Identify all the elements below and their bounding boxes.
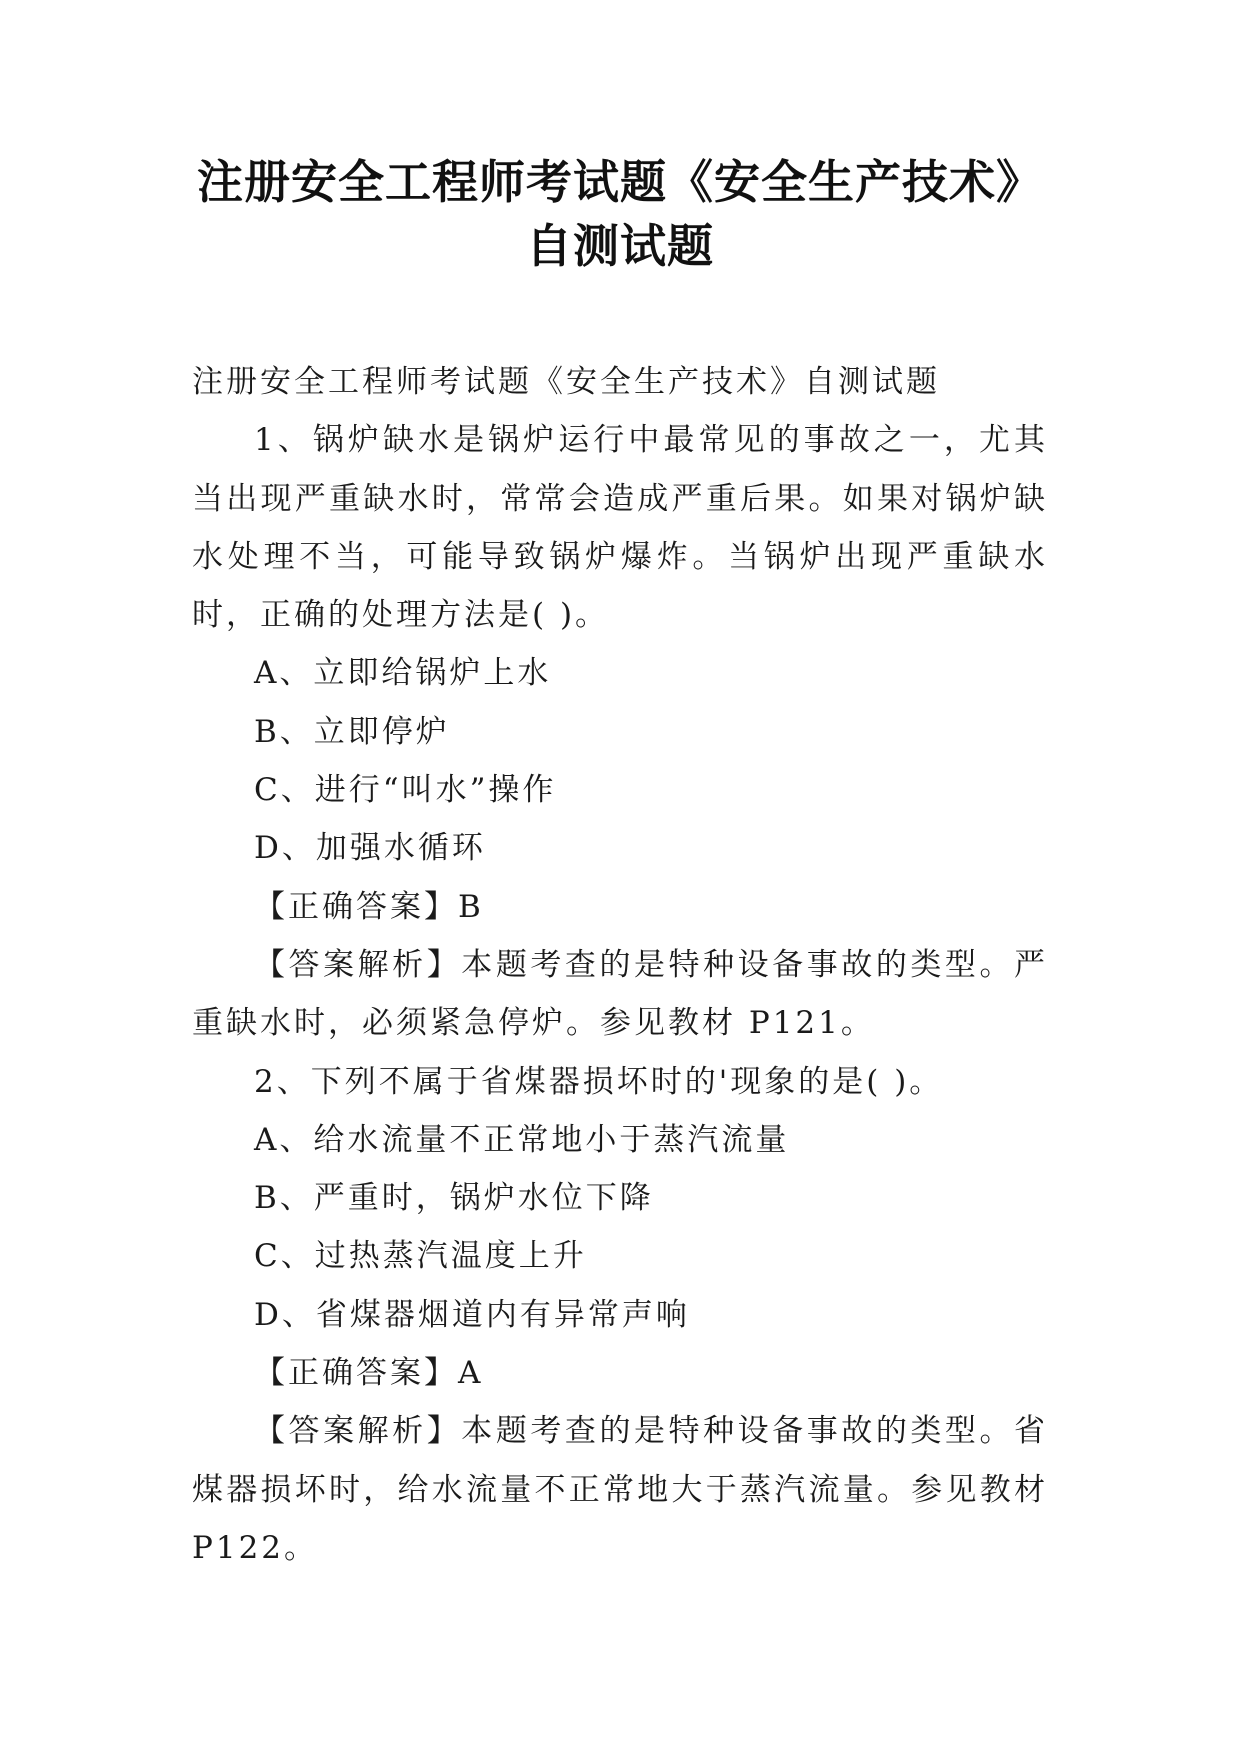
question-1-option-d: D、加强水循环 <box>254 830 486 867</box>
question-2-option-b: B、严重时，锅炉水位下降 <box>254 1180 654 1217</box>
question-2-answer: 【正确答案】A <box>254 1355 484 1392</box>
document-body <box>192 353 1048 1577</box>
question-1-option-a: A、立即给锅炉上水 <box>254 655 552 692</box>
question-2-option-c: C、过热蒸汽温度上升 <box>254 1238 587 1275</box>
question-2-option-a: A、给水流量不正常地小于蒸汽流量 <box>254 1121 790 1158</box>
document-subtitle: 注册安全工程师考试题《安全生产技术》自测试题 <box>192 364 940 400</box>
document-title: 注册安全工程师考试题《安全生产技术》自测试题 <box>197 155 1043 273</box>
question-1-option-b: B、立即停炉 <box>254 713 450 750</box>
question-1-explanation: 【答案解析】本题考查的是特种设备事故的类型。严重缺水时，必须紧急停炉。参见教材 P121。 <box>192 946 1048 1042</box>
question-1-stem: 1、锅炉缺水是锅炉运行中最常见的事故之一，尤其当出现严重缺水时，常常会造成严重后果。如果对锅炉缺水处理不当，可能导致锅炉爆炸。当锅炉出现严重缺水时，正确的处理方法是( )。 <box>192 422 1048 634</box>
question-2-stem: 2、下列不属于省煤器损坏时的'现象的是( )。 <box>254 1063 944 1100</box>
question-1-answer: 【正确答案】B <box>254 888 484 925</box>
question-2-option-d: D、省煤器烟道内有异常声响 <box>254 1296 690 1333</box>
question-2-explanation: 【答案解析】本题考查的是特种设备事故的类型。省煤器损坏时，给水流量不正常地大于蒸汽流量。参见教材 P122。 <box>192 1413 1048 1566</box>
question-1-option-c: C、进行“叫水”操作 <box>254 772 557 809</box>
